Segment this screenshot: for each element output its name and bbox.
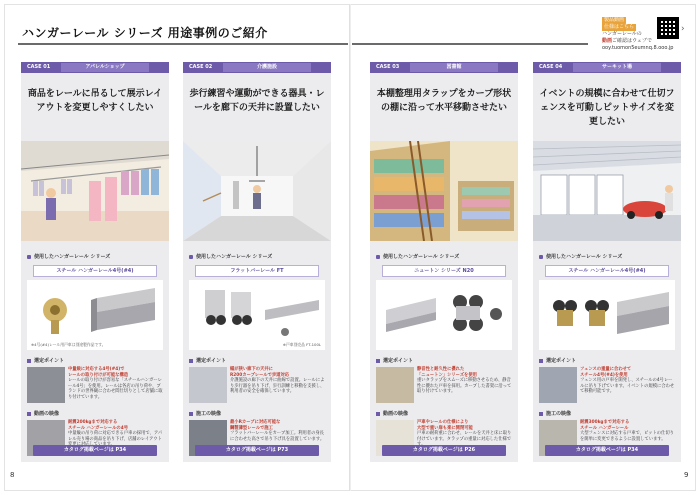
used-series-label: 使用したハンガーレール シリーズ <box>539 251 675 262</box>
case-card-2 <box>183 62 331 462</box>
example-block: 耐震300kgまで対応する スチール ハンガーレール 大型フェンスに対応する戸車で、ピットの仕切りを簡単に変更できるように設置しています。 <box>539 420 675 456</box>
badge-line3: ご確認はウェブで <box>612 38 652 44</box>
example-label: 施工の映像 <box>539 409 675 418</box>
title-rule <box>18 43 348 45</box>
point-label: 選定ポイント <box>539 356 675 365</box>
card-header <box>183 62 331 73</box>
product-image <box>539 280 675 350</box>
case-headline: 商品をレールに吊るして展示レイアウトを変更しやすくしたい <box>27 89 163 113</box>
series-name: スチール ハンガーレール4号(#4) <box>33 265 157 277</box>
circuit-pit-illustration <box>533 141 681 241</box>
product-image <box>189 280 325 350</box>
point-label: 選定ポイント <box>27 356 163 365</box>
page-number-left: 8 <box>10 471 15 479</box>
page-spine <box>349 4 351 491</box>
point-block: 幅が狭い廊下の天井に R200カーブレールで歩道対応 介護施設の廊下の天井に曲線で設置。レールにより歩行器を吊り下げ、歩行訓練と移動を支援し、利用者の安全を確保しています。 <box>189 367 325 403</box>
product-note: ※4号(#4)レール用戸車は別途製作品です。 <box>31 342 106 347</box>
library-illustration <box>370 141 518 241</box>
case-category: アパレルショップ <box>61 63 149 72</box>
catalog-page-button[interactable]: カタログ掲載ページは P34 <box>545 445 669 456</box>
catalog-page-button[interactable]: カタログ掲載ページは P26 <box>382 445 506 456</box>
point-photo <box>27 367 65 403</box>
case-category: サーキット場 <box>573 63 661 72</box>
product-note: ※戸車別売品 FT-100L <box>282 342 321 347</box>
example-label: 施工の映像 <box>189 409 325 418</box>
example-block: 耐震200kgまで対応する スチール ハンガーレールの4号 中量級の吊り荷に対応できる戸車の採用で、アパレル売り場の商品を吊り下げ、店舗のレイアウト <box>27 420 163 456</box>
series-name: ニュートン シリーズ N20 <box>382 265 506 277</box>
catalog-page-button[interactable]: カタログ掲載ページは P73 <box>195 445 319 456</box>
case-category: 介護施設 <box>223 63 311 72</box>
case-number: CASE 01 <box>27 64 51 70</box>
case-card-3 <box>370 62 518 462</box>
badge-line2: 動画 <box>602 38 613 44</box>
point-label: 選定ポイント <box>376 356 512 365</box>
example-block: 最小Rカーブに対応可能な 鋼製薄型レールで施工 フラットバーレールをカーブ加工。利用者の身長に合わせた高さで吊り下げ具を設置しています。 <box>189 420 325 456</box>
point-block: 中量級に対応する4号(#4)で レールの取り付けが可能な構造 レールの取り付けが容易な「スチールハンガーレール4号」を使用。レールは各店の吊り荷や、ブランドの世界観に合わせ間仕切りとして店舗に取り付けています。 <box>27 367 163 403</box>
care-facility-illustration <box>183 141 331 241</box>
badge-line4: ooy.tuomon5eumnq.8.ooo.jp <box>602 45 674 51</box>
product-image <box>27 280 163 350</box>
badge-tag-2: 仕様はこちら <box>604 24 635 30</box>
product-image <box>376 280 512 350</box>
example-label: 動画の映像 <box>376 409 512 418</box>
card-header <box>21 62 169 73</box>
case-headline: 歩行練習や運動ができる器具・レールを廊下の天井に設置したい <box>189 89 325 113</box>
title-rule-right <box>352 43 588 45</box>
chevron-right-icon: › <box>681 24 685 34</box>
catalog-page-button[interactable]: カタログ掲載ページは P34 <box>33 445 157 456</box>
card-header <box>533 62 681 73</box>
qr-code-icon[interactable] <box>657 17 679 39</box>
used-series-label: 使用したハンガーレール シリーズ <box>27 251 163 262</box>
series-name: フラットバーレール FT <box>195 265 319 277</box>
apparel-shop-illustration <box>21 141 169 241</box>
point-block: 静音性と耐久性に優れた 「ニュートン」シリーズを使用 重いタラップをスムーズに移動させるため、静音性に優れた戸車を採用。カーブした書架に沿って取り付けています。 <box>376 367 512 403</box>
used-series-label: 使用したハンガーレール シリーズ <box>376 251 512 262</box>
case-card-4 <box>533 62 681 462</box>
case-number: CASE 02 <box>189 64 213 70</box>
example-block: 戸車やレールの仕様により 大型で重い扉も楽に開閉可能 戸車の耐荷重に合わせ、レールを天井と床に取り付けています。タラップの重量に対応した仕様で <box>376 420 512 456</box>
point-photo <box>539 367 577 403</box>
case-number: CASE 04 <box>539 64 563 70</box>
case-number: CASE 03 <box>376 64 400 70</box>
series-name: スチール ハンガーレール4号(#4) <box>545 265 669 277</box>
case-category: 図書館 <box>410 63 498 72</box>
used-series-label: 使用したハンガーレール シリーズ <box>189 251 325 262</box>
point-photo <box>189 367 227 403</box>
badge-tag: 製品動画 <box>604 17 625 23</box>
case-headline: イベントの規模に合わせて仕切フェンスを可動しピットサイズを変更したい <box>539 89 675 127</box>
video-badge[interactable] <box>602 17 674 51</box>
page-number-right: 9 <box>684 471 689 479</box>
point-block: フェンスの重量に合わせて スチール4号(#4)を使用 フェンス用の戸車を開発し、スチールの4号レールに吊り下げています。イベントの規模に合わせて移動可能です。 <box>539 367 675 403</box>
example-label: 動画の映像 <box>27 409 163 418</box>
case-card-1 <box>21 62 169 462</box>
point-photo <box>376 367 414 403</box>
case-headline: 本棚整理用タラップをカーブ形状の棚に沿って水平移動させたい <box>376 89 512 113</box>
page-title: ハンガーレール シリーズ 用途事例のご紹介 <box>22 26 268 40</box>
badge-line1: ハンガーレールの <box>602 31 642 37</box>
point-label: 選定ポイント <box>189 356 325 365</box>
card-header <box>370 62 518 73</box>
